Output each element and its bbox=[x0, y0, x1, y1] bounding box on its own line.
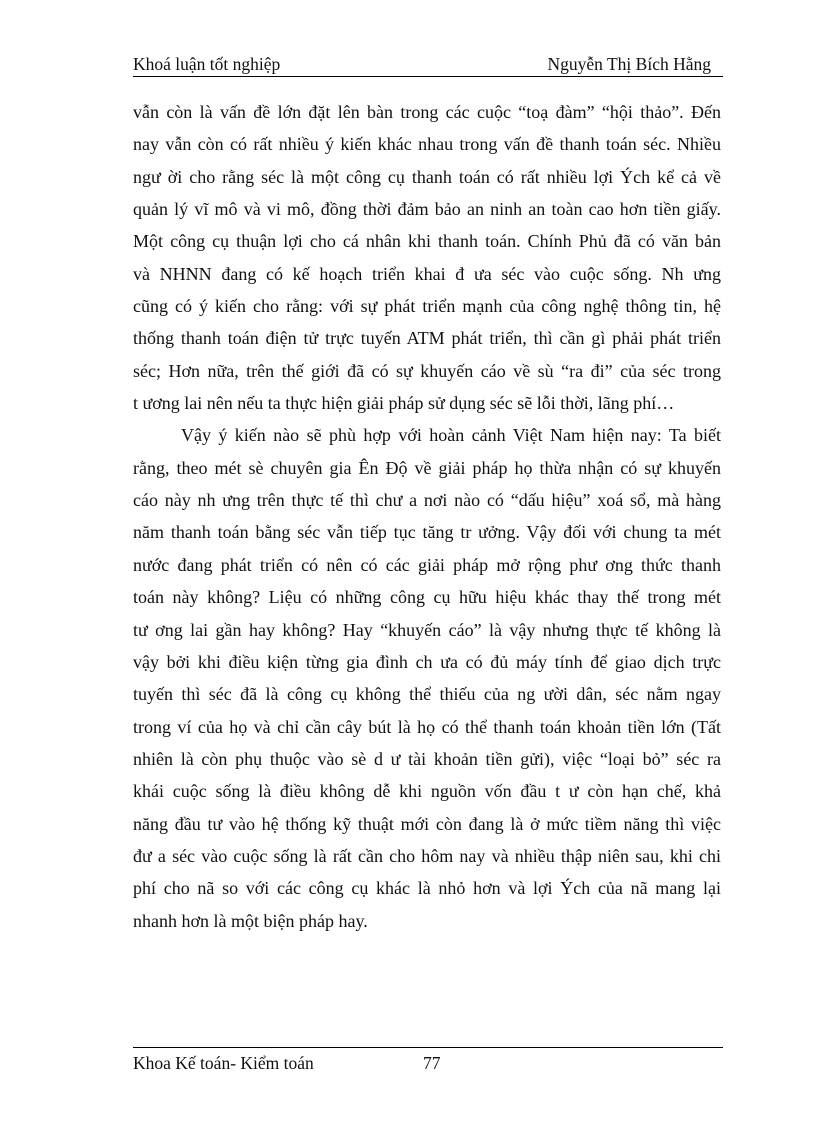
page-number: 77 bbox=[423, 1053, 441, 1073]
text-line: cũng có ý kiến cho rằng: với sự phát triển mạnh của công nghệ thông tin, hệ bbox=[133, 296, 721, 317]
text-line: thống thanh toán điện tử trực tuyến ATM phát triển, thì cần gì phải phát triển bbox=[133, 328, 721, 349]
text-line: năm thanh toán bằng séc vẫn tiếp tục tăng tr ưởng. Vậy đối với chung ta mét bbox=[133, 522, 721, 543]
text-line: toán này không? Liệu có những công cụ hữu hiệu khác thay thế trong mét bbox=[133, 587, 721, 608]
text-line: t ương lai nên nếu ta thực hiện giải pháp sử dụng séc sẽ lỗi thời, lãng phí… bbox=[133, 393, 675, 414]
text-line: và NHNN đang có kế hoạch triển khai đ ưa séc vào cuộc sống. Nh ưng bbox=[133, 263, 721, 284]
text-line: quản lý vĩ mô và vi mô, đồng thời đảm bảo an ninh an toàn cao hơn tiền giấy. bbox=[133, 199, 721, 220]
text-line: trong ví của họ và chỉ cần cây bút là họ có thể thanh toán khoản tiền lớn (Tất bbox=[133, 716, 721, 737]
text-line: nhiên là còn phụ thuộc vào sè d ư tài khoản tiền gửi), việc “loại bỏ” séc ra bbox=[133, 748, 721, 769]
page-header bbox=[133, 52, 723, 77]
text-line: rằng, theo mét sè chuyên gia Ên Độ về giải pháp họ thừa nhận có sự khuyến bbox=[133, 457, 721, 478]
text-line: tư ơng lai gần hay không? Hay “khuyến cáo” là vậy nhưng thực tế không là bbox=[133, 619, 721, 640]
text-line: vẫn còn là vấn đề lớn đặt lên bàn trong các cuộc “toạ đàm” “hội thảo”. Đến bbox=[133, 102, 721, 122]
page-footer bbox=[133, 1047, 723, 1078]
text-line: vậy bởi khi điều kiện từng gia đình ch ưa có đủ máy tính để giao dịch trực bbox=[133, 651, 721, 672]
text-line: nay vẫn còn có rất nhiều ý kiến khác nhau trong vấn đề thanh toán séc. Nhiều bbox=[133, 134, 721, 155]
text-line: khái cuộc sống là điều không dễ khi nguồn vốn đầu t ư còn hạn chế, khả bbox=[133, 781, 721, 802]
text-line: cáo này nh ưng trên thực tế thì chư a nơi nào có “dấu hiệu” xoá sổ, mà hàng bbox=[133, 490, 721, 511]
text-line: Một công cụ thuận lợi cho cá nhân khi thanh toán. Chính Phủ đã có văn bản bbox=[133, 231, 721, 252]
text-line: séc; Hơn nữa, trên thế giới đã có sự khuyến cáo về sù “ra đi” của séc trong bbox=[133, 360, 721, 381]
paragraph bbox=[133, 419, 721, 937]
text-line: phí cho nã so với các công cụ khác là nhỏ hơn và lợi Ých của nã mang lại bbox=[133, 878, 721, 899]
text-line: nhanh hơn là một biện pháp hay. bbox=[133, 910, 368, 931]
text-line: tuyến thì séc đã là công cụ không thể thiếu của ng ười dân, séc nằm ngay bbox=[133, 684, 721, 705]
header-author-name: Nguyễn Thị Bích Hằng bbox=[547, 54, 711, 74]
text-line: Vậy ý kiến nào sẽ phù hợp với hoàn cảnh Việt Nam hiện nay: Ta biết bbox=[181, 425, 721, 446]
text-line: nước đang phát triển có nên có các giải pháp mở rộng phư ơng thức thanh bbox=[133, 554, 721, 575]
text-line: ngư ời cho rằng séc là một công cụ thanh toán có rất nhiều lợi Ých kể cả về bbox=[133, 166, 721, 187]
text-line: năng đầu tư vào hệ thống kỹ thuật mới còn đang là ở mức tiềm năng thì việc bbox=[133, 813, 721, 834]
paragraph bbox=[133, 96, 721, 419]
header-thesis-title: Khoá luận tốt nghiệp bbox=[133, 54, 281, 74]
text-line: đư a séc vào cuộc sống là rất cần cho hôm nay và nhiều thập niên sau, khi chi bbox=[133, 845, 721, 866]
page-body bbox=[133, 96, 721, 937]
footer-department: Khoa Kế toán- Kiểm toán bbox=[133, 1053, 314, 1073]
